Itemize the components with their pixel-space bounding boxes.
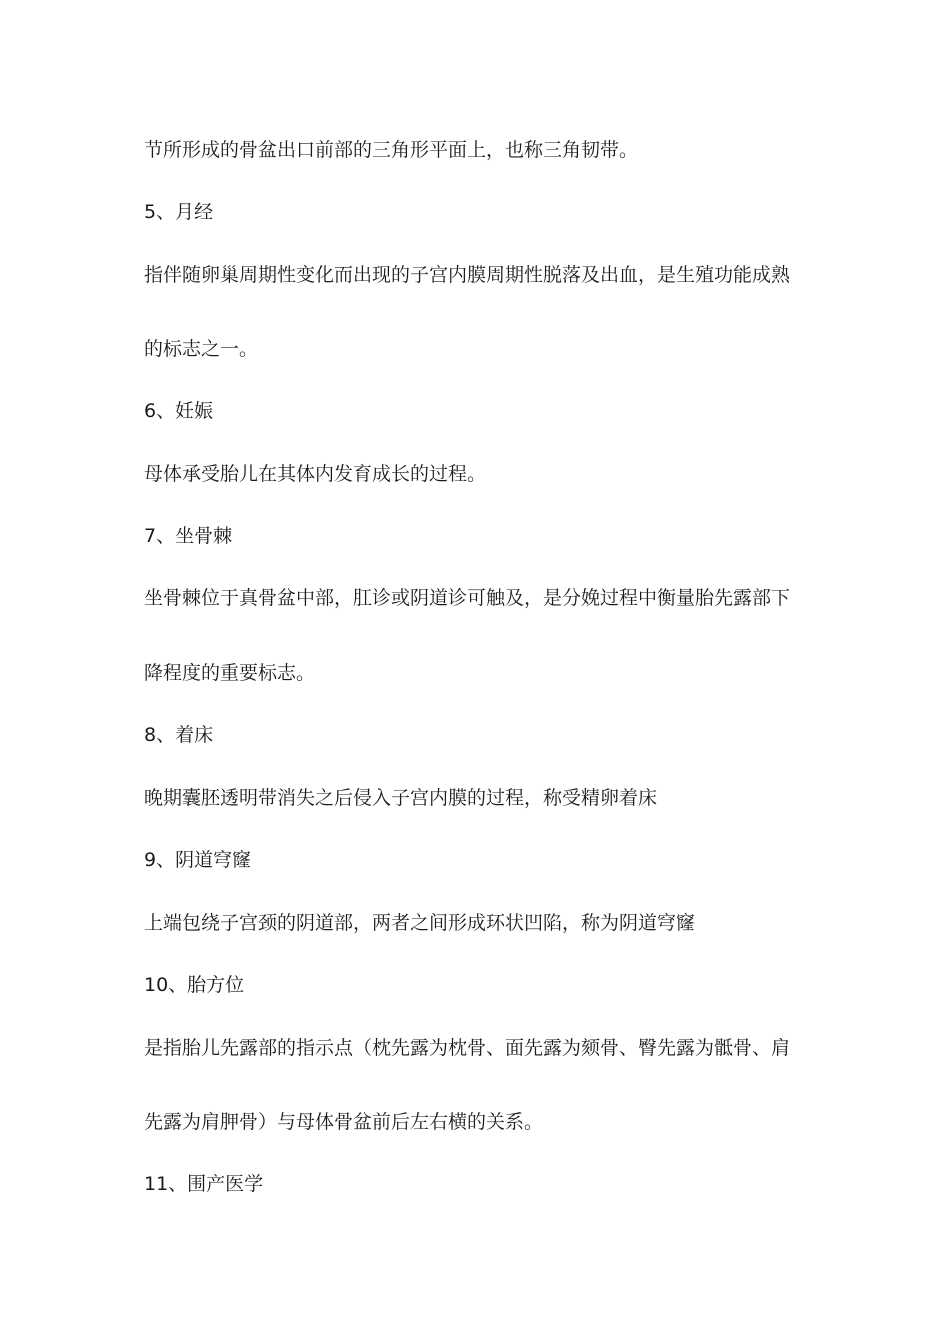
paragraph-line: 指伴随卵巢周期性变化而出现的子宫内膜周期性脱落及出血，是生殖功能成熟 [144,264,791,286]
paragraph-line: 母体承受胎儿在其体内发育成长的过程。 [144,463,487,485]
section-heading-perinatal-medicine: 11、围产医学 [144,1173,264,1195]
section-heading-menstruation: 5、月经 [144,201,214,223]
paragraph-line: 坐骨棘位于真骨盆中部，肛诊或阴道诊可触及，是分娩过程中衡量胎先露部下 [144,587,791,609]
paragraph-line: 降程度的重要标志。 [144,662,316,684]
paragraph-line: 的标志之一。 [144,338,259,360]
paragraph-line: 晚期囊胚透明带消失之后侵入子宫内膜的过程，称受精卵着床 [144,787,658,809]
paragraph-line: 先露为肩胛骨）与母体骨盆前后左右横的关系。 [144,1111,544,1133]
paragraph-line: 是指胎儿先露部的指示点（枕先露为枕骨、面先露为颏骨、臀先露为骶骨、肩 [144,1037,791,1059]
paragraph-line: 节所形成的骨盆出口前部的三角形平面上，也称三角韧带。 [144,139,639,161]
section-heading-pregnancy: 6、妊娠 [144,400,214,422]
section-heading-ischial-spine: 7、坐骨棘 [144,525,233,547]
section-heading-fetal-position: 10、胎方位 [144,974,245,996]
section-heading-implantation: 8、着床 [144,724,214,746]
section-heading-vaginal-fornix: 9、阴道穹窿 [144,849,252,871]
paragraph-line: 上端包绕子宫颈的阴道部，两者之间形成环状凹陷，称为阴道穹窿 [144,912,696,934]
